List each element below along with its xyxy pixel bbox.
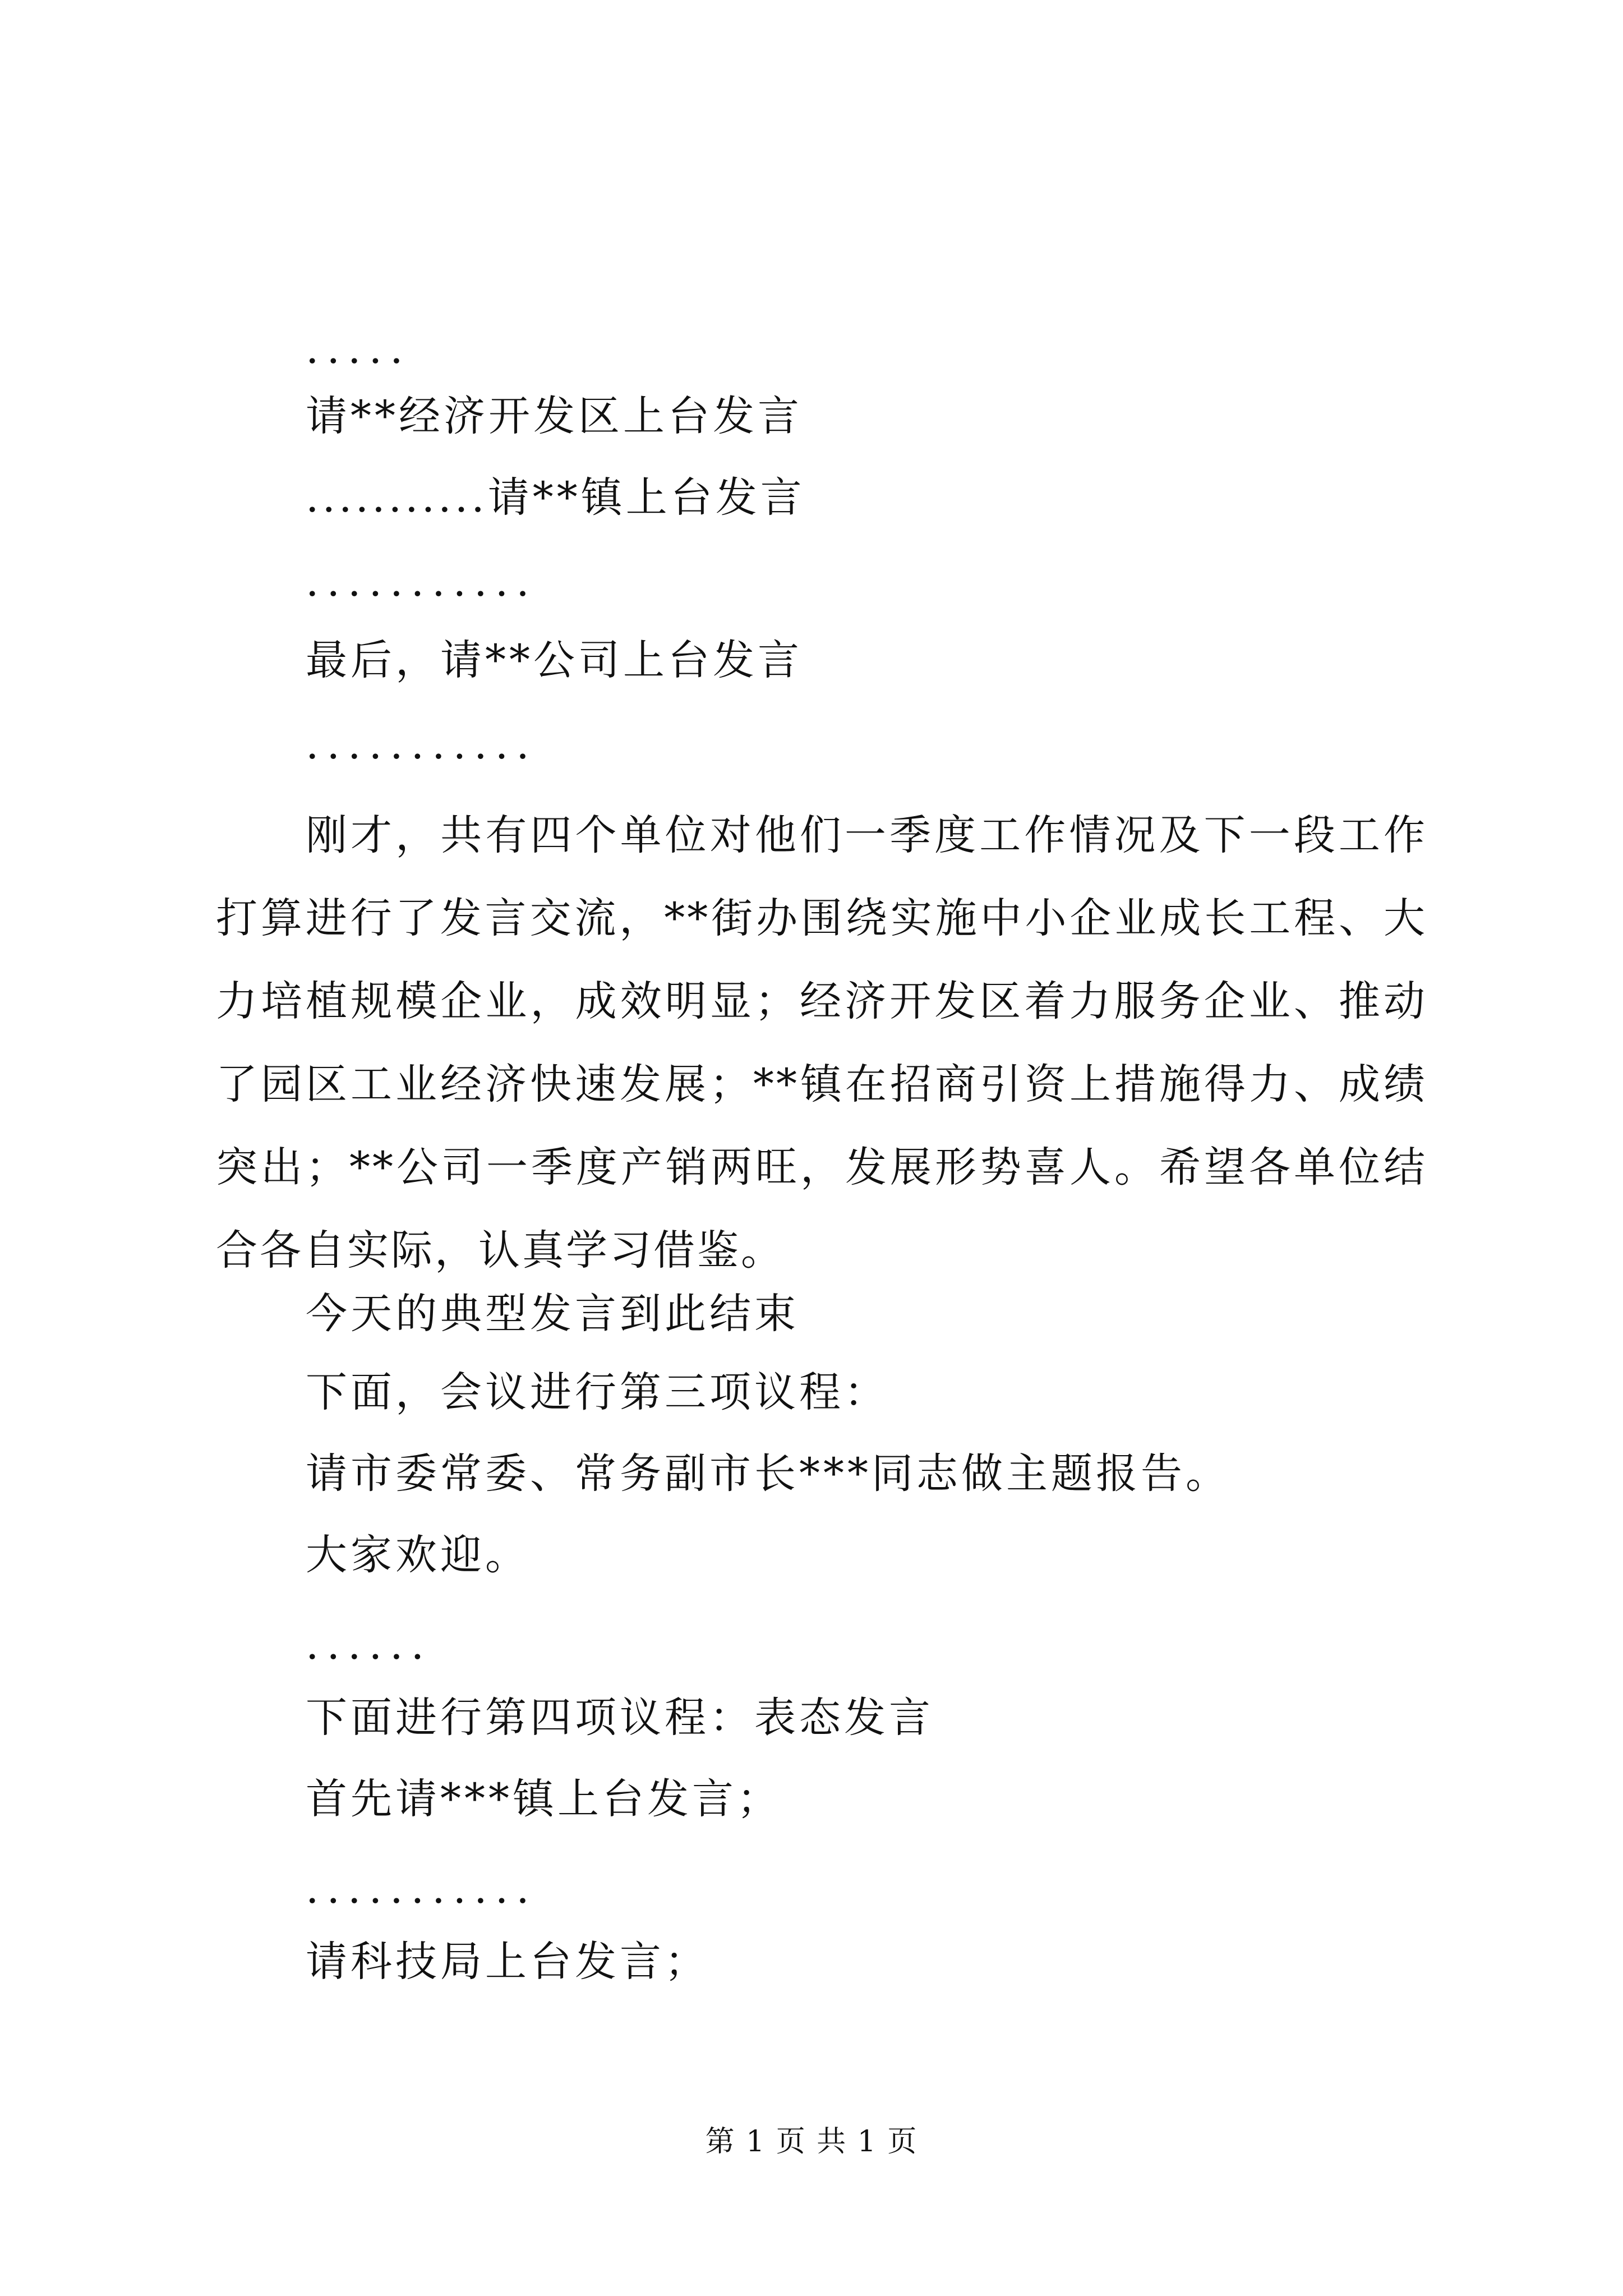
text-line: 下面，会议进行第三项议程： bbox=[306, 1368, 889, 1416]
text-line: 请**经济开发区上台发言 bbox=[306, 392, 803, 440]
text-line: ...........请**镇上台发言 bbox=[306, 473, 805, 522]
text-line: 今天的典型发言到此结束 bbox=[306, 1290, 799, 1338]
ellipsis-line: ........... bbox=[306, 720, 537, 769]
text-line: 请市委常委、常务副市长***同志做主题报告。 bbox=[306, 1450, 1230, 1498]
text-line: 大家欢迎。 bbox=[306, 1531, 530, 1579]
ellipsis-line: ...... bbox=[306, 1621, 432, 1669]
summary-paragraph: 刚才，共有四个单位对他们一季度工作情况及下一段工作打算进行了发言交流，**街办围绕实施中小企业成长工程、大力培植规模企业，成效明显；经济开发区着力服务企业、推动了园区工业经济快速发展；**镇在招商引资上措施得力、成绩突出；**公司一季度产销两旺，发展形势喜人。希望各单位结合各自实际，认真学习借鉴。 bbox=[216, 811, 1427, 1274]
ellipsis-line: ........... bbox=[306, 558, 537, 606]
ellipsis-line: ..... bbox=[306, 325, 411, 373]
text-line: 下面进行第四项议程：表态发言 bbox=[306, 1694, 934, 1742]
ellipsis-line: ........... bbox=[306, 1865, 537, 1913]
text-line: 首先请***镇上台发言； bbox=[306, 1775, 782, 1823]
page-number-footer: 第 1 页 共 1 页 bbox=[705, 2125, 918, 2159]
text-line: 请科技局上台发言； bbox=[306, 1938, 709, 1986]
text-line: 最后，请**公司上台发言 bbox=[306, 636, 803, 684]
